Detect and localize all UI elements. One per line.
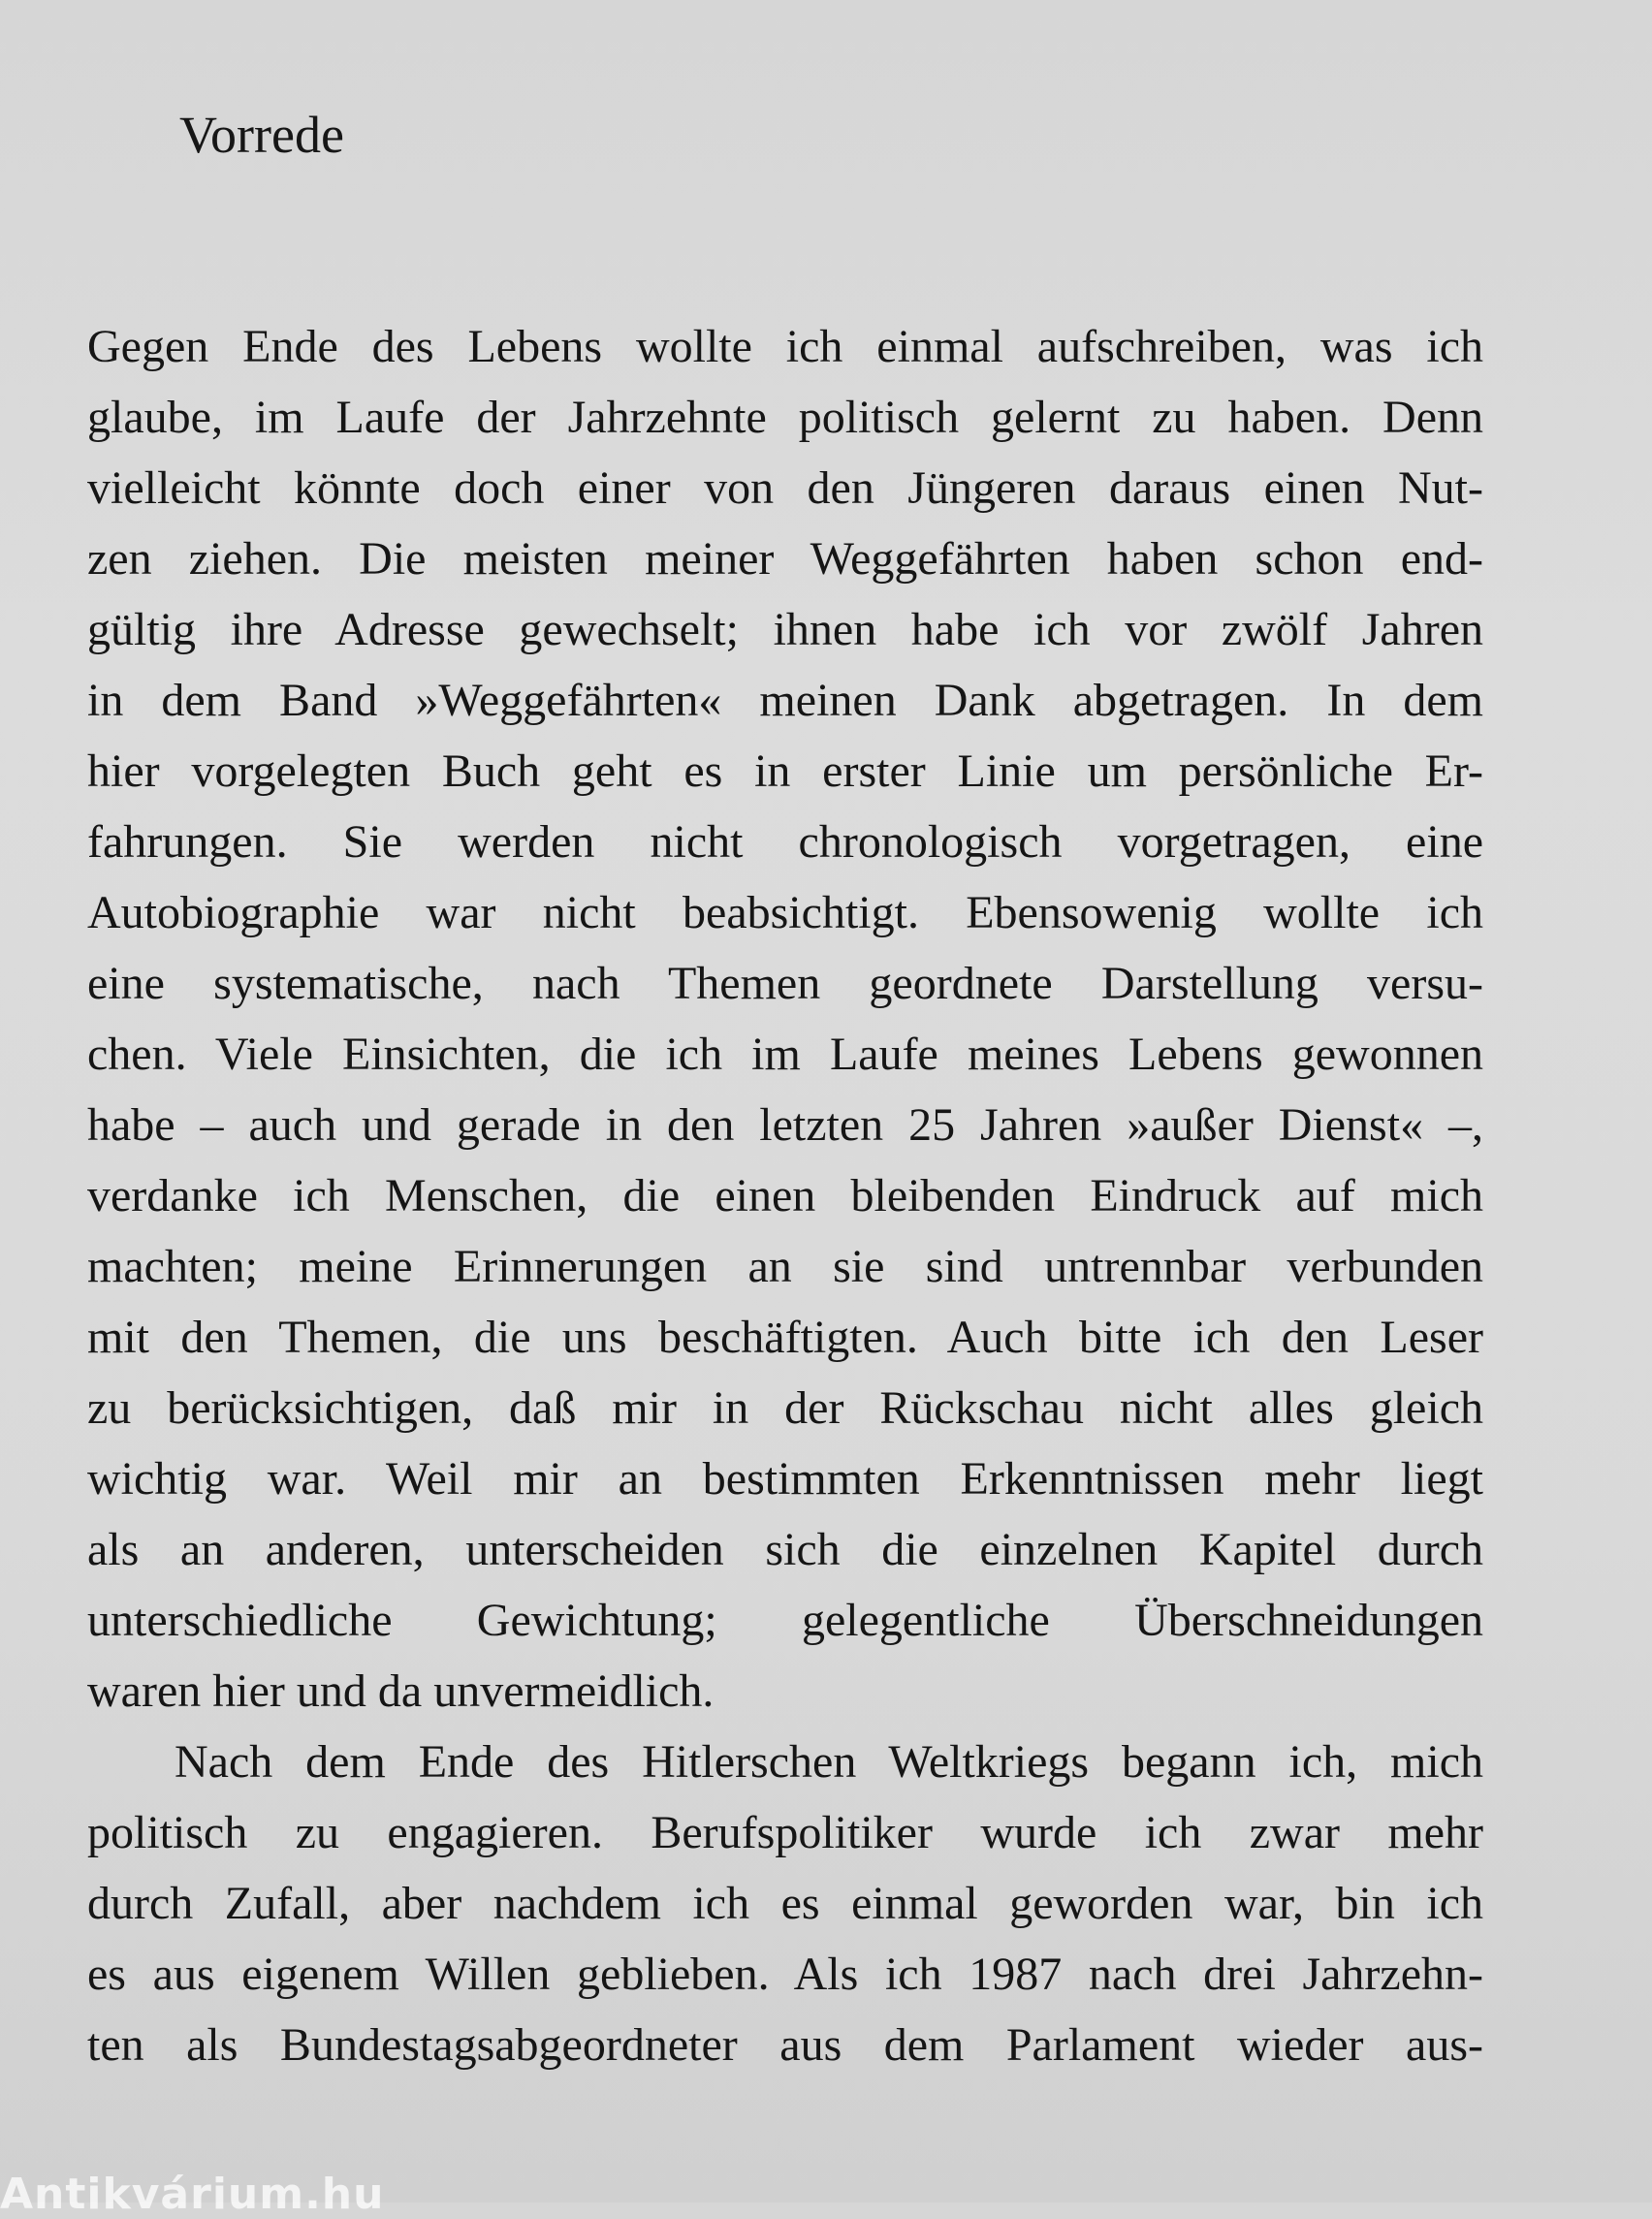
text-line: in dem Band »Weggefährten« meinen Dank abgetragen. In dem (87, 675, 1483, 726)
text-line: politisch zu engagieren. Berufspolitiker wurde ich zwar mehr (87, 1807, 1483, 1858)
text-line: mit den Themen, die uns beschäftigten. Auch bitte ich den Leser (87, 1312, 1483, 1363)
text-line: glaube, im Laufe der Jahrzehnte politisch gelernt zu haben. Denn (87, 392, 1483, 443)
text-line: unterschiedliche Gewichtung; gelegentliche Überschneidungen (87, 1595, 1483, 1646)
text-line: ten als Bundestagsabgeordneter aus dem Parlament wieder aus- (87, 2019, 1483, 2071)
text-line: wichtig war. Weil mir an bestimmten Erkenntnissen mehr liegt (87, 1453, 1483, 1505)
text-line: Nach dem Ende des Hitlerschen Weltkriegs begann ich, mich (175, 1736, 1483, 1788)
text-line: durch Zufall, aber nachdem ich es einmal geworden war, bin ich (87, 1878, 1483, 1929)
text-line: eine systematische, nach Themen geordnete Darstellung versu- (87, 958, 1483, 1009)
text-line: hier vorgelegten Buch geht es in erster Linie um persönliche Er- (87, 745, 1483, 797)
watermark: Antikvárium.hu (0, 2170, 385, 2219)
text-line: chen. Viele Einsichten, die ich im Laufe meines Lebens gewonnen (87, 1029, 1483, 1080)
text-line: zen ziehen. Die meisten meiner Weggefährten haben schon end- (87, 533, 1483, 585)
text-line: verdanke ich Menschen, die einen bleibenden Eindruck auf mich (87, 1170, 1483, 1221)
text-line: habe – auch und gerade in den letzten 25 Jahren »außer Dienst« –, (87, 1099, 1483, 1151)
text-line: als an anderen, unterscheiden sich die einzelnen Kapitel durch (87, 1524, 1483, 1575)
text-line: vielleicht könnte doch einer von den Jüngeren daraus einen Nut- (87, 462, 1483, 514)
text-line: zu berücksichtigen, daß mir in der Rückschau nicht alles gleich (87, 1382, 1483, 1434)
text-line: fahrungen. Sie werden nicht chronologisch vorgetragen, eine (87, 816, 1483, 868)
text-line: waren hier und da unvermeidlich. (87, 1665, 715, 1717)
text-line: gültig ihre Adresse gewechselt; ihnen habe ich vor zwölf Jahren (87, 604, 1483, 655)
text-line: machten; meine Erinnerungen an sie sind untrennbar verbunden (87, 1241, 1483, 1292)
text-line: es aus eigenem Willen geblieben. Als ich 1987 nach drei Jahrzehn- (87, 1949, 1483, 2000)
text-line: Autobiographie war nicht beabsichtigt. Ebensowenig wollte ich (87, 887, 1483, 938)
page-title: Vorrede (179, 106, 344, 164)
text-line: Gegen Ende des Lebens wollte ich einmal aufschreiben, was ich (87, 321, 1483, 372)
